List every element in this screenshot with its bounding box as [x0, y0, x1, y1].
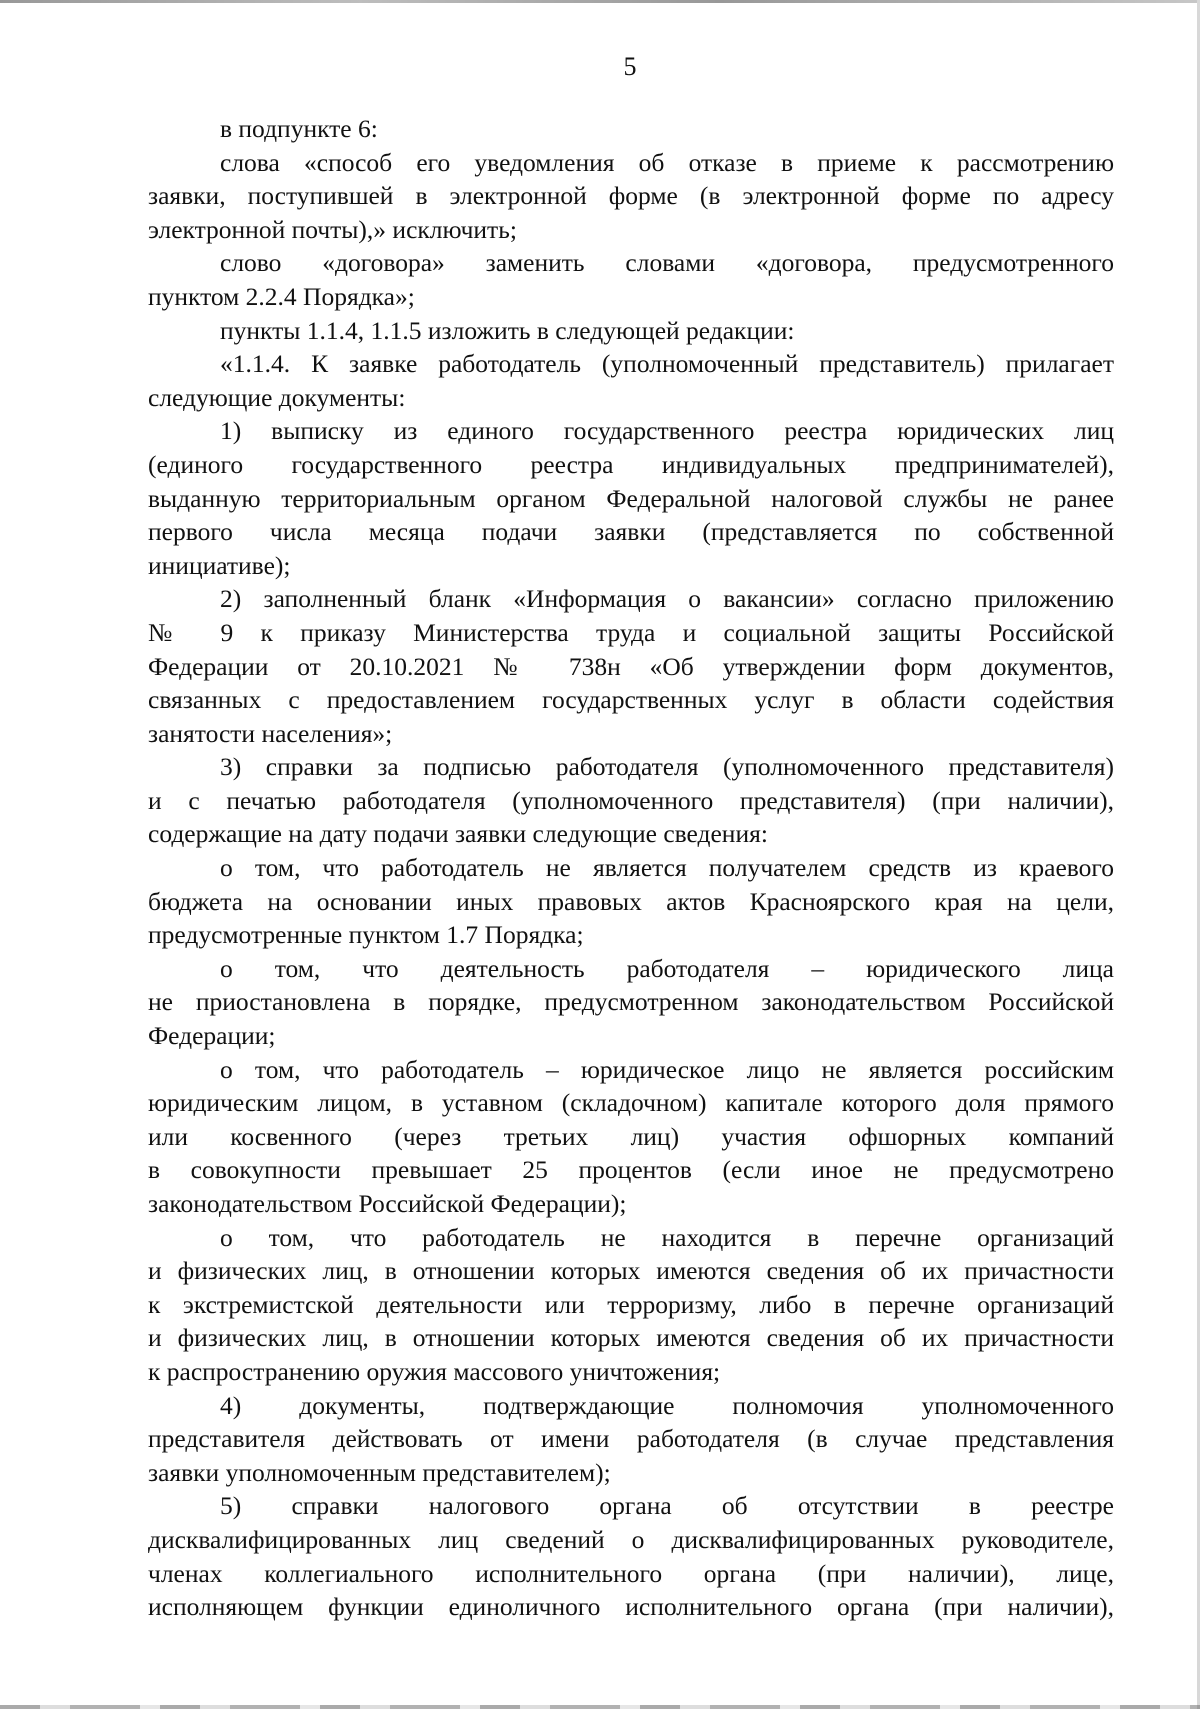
- text-line: о том, что работодатель не является получателем средств из краевого: [220, 853, 1114, 883]
- text-line: о том, что работодатель – юридическое лицо не является российским: [220, 1054, 1114, 1084]
- text-line: Федерации от 20.10.2021 № 738н «Об утверждении форм документов,: [148, 651, 1114, 681]
- text-line: (единого государственного реестра индивидуальных предпринимателей),: [148, 449, 1114, 479]
- text-line: в совокупности превышает 25 процентов (если иное не предусмотрено: [148, 1155, 1114, 1185]
- text-line: 4) документы, подтверждающие полномочия уполномоченного: [220, 1390, 1114, 1420]
- text-line: 5) справки налогового органа об отсутствии в реестре: [220, 1491, 1114, 1521]
- text-line: первого числа месяца подачи заявки (представляется по собственной: [148, 517, 1114, 547]
- text-line: связанных с предоставлением государственных услуг в области содействия: [148, 685, 1114, 715]
- text-line: предусмотренные пунктом 1.7 Порядка;: [148, 920, 584, 950]
- text-line: о том, что деятельность работодателя – юридического лица: [220, 953, 1114, 983]
- text-line: в подпункте 6:: [220, 114, 378, 143]
- text-line: законодательством Российской Федерации);: [148, 1189, 627, 1218]
- text-line: о том, что работодатель не находится в перечне организаций: [220, 1222, 1114, 1252]
- text-line: и физических лиц, в отношении которых имеются сведения об их причастности: [148, 1323, 1114, 1353]
- text-line: 2) заполненный бланк «Информация о вакансии» согласно приложению: [220, 584, 1114, 614]
- text-line: представителя действовать от имени работодателя (в случае представления: [148, 1424, 1114, 1454]
- text-line: пункты 1.1.4, 1.1.5 изложить в следующей редакции:: [220, 315, 795, 345]
- text-line: занятости населения»;: [148, 718, 393, 748]
- text-line: членах коллегиального исполнительного органа (при наличии), лице,: [148, 1558, 1114, 1588]
- text-line: № 9 к приказу Министерства труда и социальной защиты Российской: [148, 617, 1114, 647]
- scan-edge-top: [0, 0, 1200, 3]
- text-line: не приостановлена в порядке, предусмотренном законодательством Российской: [148, 987, 1114, 1017]
- text-line: к экстремистской деятельности или терроризму, либо в перечне организаций: [148, 1289, 1114, 1319]
- body-text: [148, 112, 1114, 1624]
- text-line: слово «договора» заменить словами «договора, предусмотренного: [220, 248, 1114, 278]
- text-line: пунктом 2.2.4 Порядка»;: [148, 281, 415, 311]
- text-line: выданную территориальным органом Федеральной налоговой службы не ранее: [148, 483, 1114, 513]
- scan-edge-bottom: [0, 1705, 1200, 1709]
- page-number: 5: [623, 52, 637, 81]
- text-line: «1.1.4. К заявке работодатель (уполномоченный представитель) прилагает: [220, 349, 1114, 379]
- text-line: юридическим лицом, в уставном (складочном) капитале которого доля прямого: [148, 1088, 1114, 1118]
- text-line: следующие документы:: [148, 382, 406, 412]
- text-line: электронной почты),» исключить;: [148, 214, 517, 244]
- text-line: дисквалифицированных лиц сведений о дисквалифицированных руководителе,: [148, 1524, 1114, 1554]
- text-line: 3) справки за подписью работодателя (уполномоченного представителя): [220, 752, 1114, 782]
- text-line: заявки уполномоченным представителем);: [148, 1457, 611, 1487]
- text-line: содержащие на дату подачи заявки следующие сведения:: [148, 819, 768, 849]
- text-line: к распространению оружия массового уничтожения;: [148, 1356, 721, 1386]
- text-line: и физических лиц, в отношении которых имеются сведения об их причастности: [148, 1256, 1114, 1286]
- text-line: или косвенного (через третьих лиц) участия офшорных компаний: [148, 1121, 1114, 1151]
- text-line: и с печатью работодателя (уполномоченного представителя) (при наличии),: [148, 785, 1114, 815]
- text-line: заявки, поступившей в электронной форме (в электронной форме по адресу: [148, 181, 1114, 211]
- text-line: инициативе);: [148, 550, 291, 580]
- text-line: Федерации;: [148, 1021, 276, 1051]
- text-line: бюджета на основании иных правовых актов Красноярского края на цели,: [148, 886, 1114, 916]
- text-line: исполняющем функции единоличного исполнительного органа (при наличии),: [148, 1592, 1114, 1622]
- text-line: 1) выписку из единого государственного реестра юридических лиц: [220, 416, 1114, 446]
- text-line: слова «способ его уведомления об отказе в приеме к рассмотрению: [220, 147, 1114, 177]
